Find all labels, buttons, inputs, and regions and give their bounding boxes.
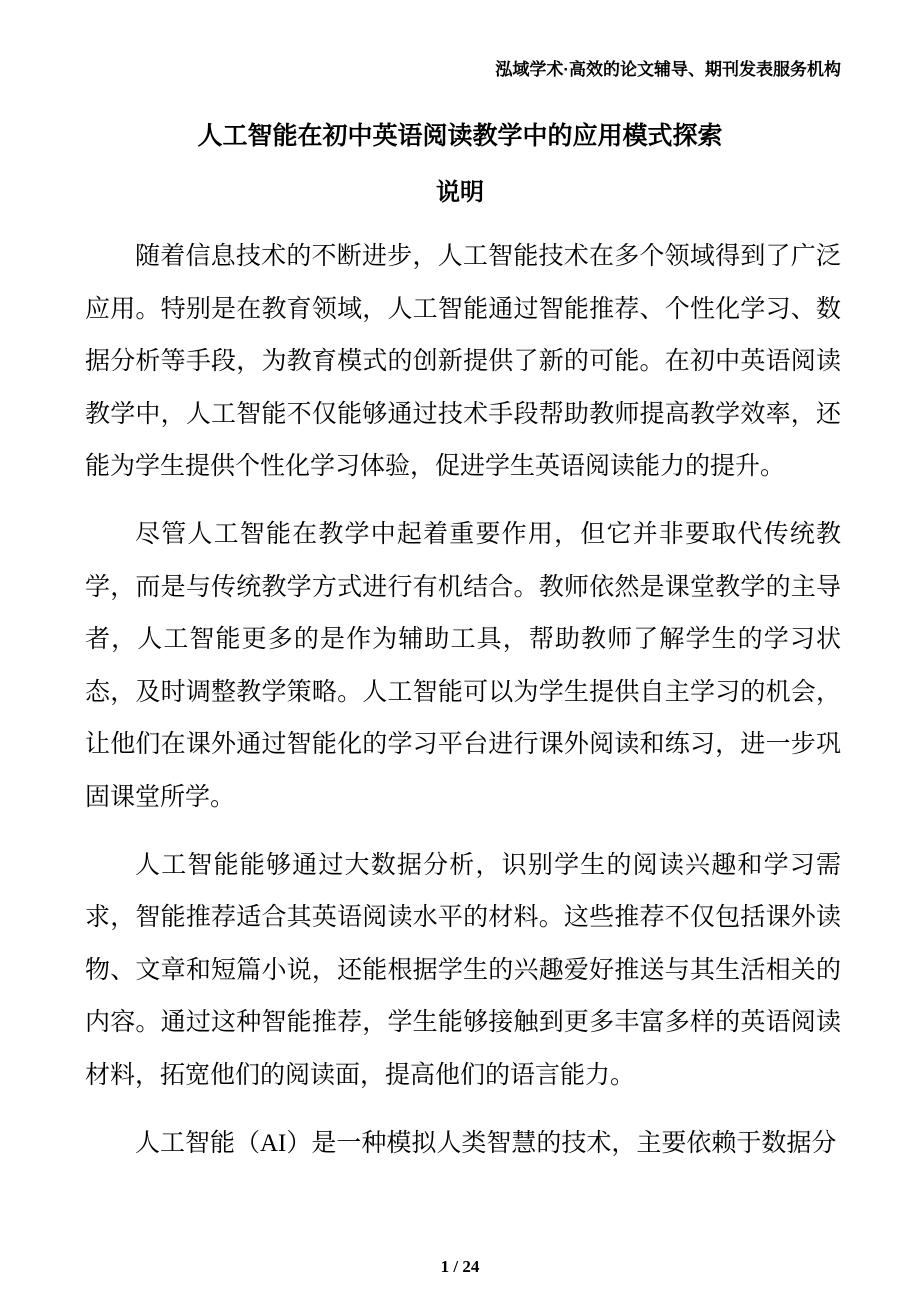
page-number: 1 / 24 <box>440 1257 480 1276</box>
document-body <box>85 231 841 1186</box>
page-header-branding: 泓域学术·高效的论文辅导、期刊发表服务机构 <box>495 60 841 79</box>
paragraph: 人工智能（AI）是一种模拟人类智慧的技术，主要依赖于数据分 <box>135 1129 837 1157</box>
document-title: 人工智能在初中英语阅读教学中的应用模式探索 <box>197 122 723 150</box>
paragraph: 人工智能能够通过大数据分析，识别学生的阅读兴趣和学习需求，智能推荐适合其英语阅读水平的材料。这些推荐不仅包括课外读物、文章和短篇小说，还能根据学生的兴趣爱好推送与其生活相关的内容。通过这种智能推荐，学生能够接触到更多丰富多样的英语阅读材料，拓宽他们的阅读面，提高他们的语言能力。 <box>85 851 841 1089</box>
paragraph: 尽管人工智能在教学中起着重要作用，但它并非要取代传统教学，而是与传统教学方式进行有机结合。教师依然是课堂教学的主导者，人工智能更多的是作为辅助工具，帮助教师了解学生的学习状态，及时调整教学策略。人工智能可以为学生提供自主学习的机会，让他们在课外通过智能化的学习平台进行课外阅读和练习，进一步巩固课堂所学。 <box>85 521 841 811</box>
section-subtitle: 说明 <box>436 179 484 206</box>
paragraph: 随着信息技术的不断进步，人工智能技术在多个领域得到了广泛应用。特别是在教育领域，人工智能通过智能推荐、个性化学习、数据分析等手段，为教育模式的创新提供了新的可能。在初中英语阅读教学中，人工智能不仅能够通过技术手段帮助教师提高教学效率，还能为学生提供个性化学习体验，促进学生英语阅读能力的提升。 <box>85 243 841 480</box>
